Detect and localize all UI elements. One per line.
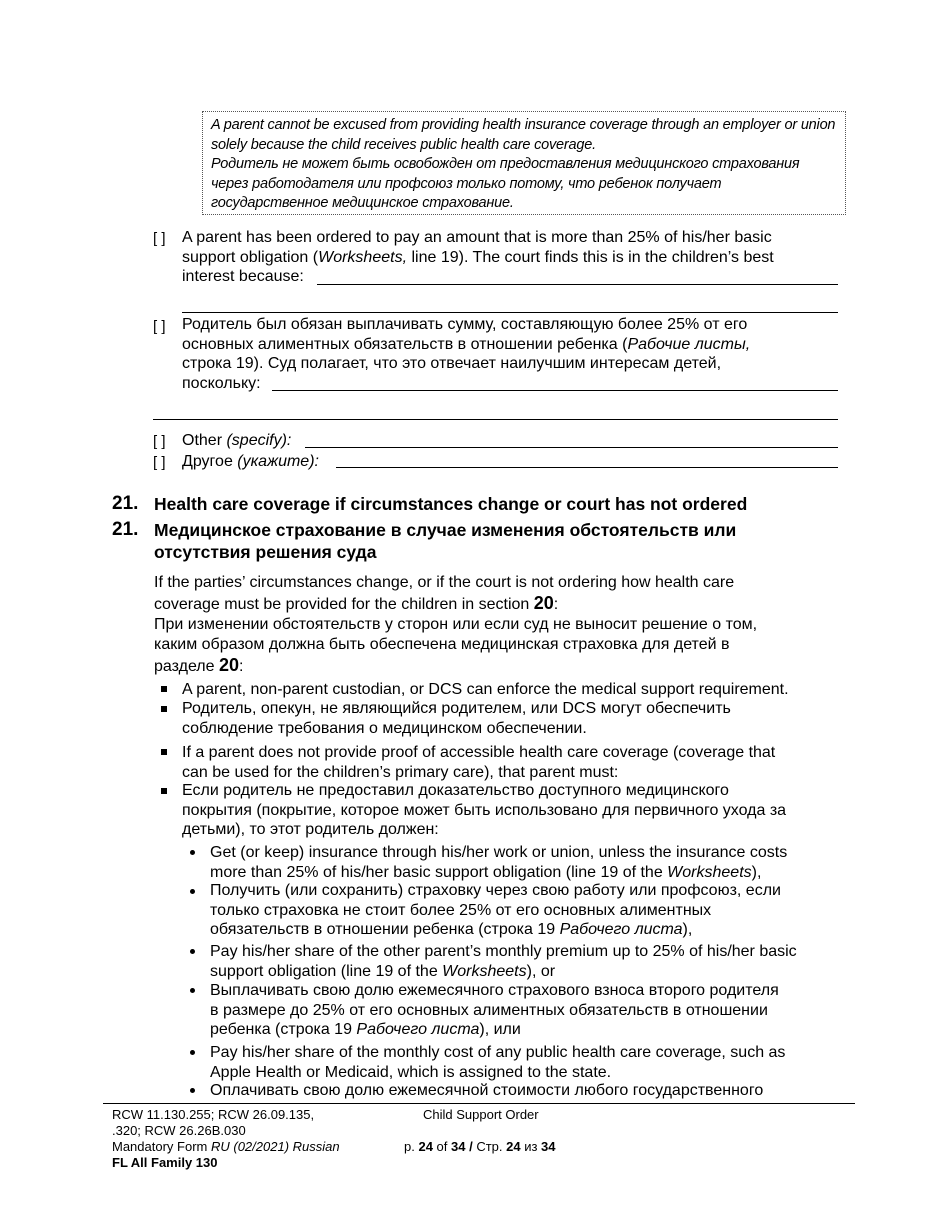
bullet-dot <box>190 850 195 855</box>
opt1-russian: Родитель был обязан выплачивать сумму, составляющую более 25% от его основных алиментных обязательств в отношении ребенка (Рабочие листы, строка 19). Суд полагает, что это отвечает наилучшим интересам детей, поскольку: <box>182 316 751 392</box>
sub2-english: Pay his/her share of the other parent’s monthly premium up to 25% of his/her basic support obligation (line 19 of the Worksheets), or <box>210 943 797 980</box>
other-specify-line-ru[interactable] <box>336 467 838 468</box>
section-number-en: 21. <box>112 493 139 514</box>
sub2-russian: Выплачивать свою долю ежемесячного страхового взноса второго родителя в размере до 25% от его основных алиментных обязательств в отношении ребенка (строка 19 Рабочего листа), или <box>210 982 779 1038</box>
note-box <box>202 111 846 215</box>
checkbox-other-ru[interactable]: [ ] <box>153 454 166 471</box>
section-intro: If the parties’ circumstances change, or if the court is not ordering how health care coverage must be provided for the children in section 20: При изменении обстоятельств у сторон или если суд не выносит решение о том, каким образом должна быть обеспечена медицинская страховка для детей в разделе 20: <box>154 574 758 675</box>
bullet2-russian: Если родитель не предоставил доказательство доступного медицинского покрытия (покрытие, которое может быть использовано для первичного ухода за детьми), то этот родитель должен: <box>182 782 787 838</box>
section-number-ru: 21. <box>112 519 139 540</box>
checkbox-opt1-en[interactable]: [ ] <box>153 230 166 247</box>
note-russian: Родитель не может быть освобожден от предоставления медицинского страхования через работодателя или профсоюз только потому, что ребенок получает государственное медицинское страхование. <box>211 156 800 211</box>
bullet1-russian: Родитель, опекун, не являющийся родителем, или DCS могут обеспечить соблюдение требования о медицинском обеспечении. <box>182 700 731 737</box>
bullet-dot <box>190 1050 195 1055</box>
sub3-russian: Оплачивать свою долю ежемесячной стоимости любого государственного <box>210 1082 764 1099</box>
bullet-square <box>161 706 167 712</box>
other-english-label: Other (specify): <box>182 432 292 449</box>
bullet-dot <box>190 988 195 993</box>
other-specify-line-en[interactable] <box>305 447 838 448</box>
reason-line-en-2[interactable] <box>182 312 838 313</box>
footer-page-number: p. 24 of 34 / Стр. 24 из 34 <box>404 1139 556 1154</box>
reason-line-en-1[interactable] <box>317 284 838 285</box>
sub3-english: Pay his/her share of the monthly cost of any public health care coverage, such as Apple Health or Medicaid, which is assigned to the state. <box>210 1044 786 1081</box>
checkbox-other-en[interactable]: [ ] <box>153 433 166 450</box>
bullet2-english: If a parent does not provide proof of accessible health care coverage (coverage that can be used for the children’s primary care), that parent must: <box>182 744 776 781</box>
reason-line-ru-2[interactable] <box>153 419 838 420</box>
footer-divider <box>103 1103 855 1104</box>
footer-left: RCW 11.130.255; RCW 26.09.135, .320; RCW 26.26B.030 Mandatory Form RU (02/2021) Russian FL All Family 130 <box>112 1107 340 1170</box>
bullet1-english: A parent, non-parent custodian, or DCS can enforce the medical support requirement. <box>182 681 789 698</box>
other-russian-label: Другое (укажите): <box>182 453 319 470</box>
bullet-dot <box>190 949 195 954</box>
bullet-square <box>161 686 167 692</box>
sub1-russian: Получить (или сохранить) страховку через свою работу или профсоюз, если только страховка не стоит более 25% от его основных алиментных обязательств в отношении ребенка (строка 19 Рабочего листа), <box>210 882 781 938</box>
section-title-ru: Медицинское страхование в случае изменения обстоятельств или отсутствия решения суда <box>154 520 737 562</box>
reason-line-ru-1[interactable] <box>272 390 838 391</box>
section-title-en: Health care coverage if circumstances change or court has not ordered <box>154 494 748 514</box>
bullet-square <box>161 749 167 755</box>
bullet-dot <box>190 1088 195 1093</box>
sub1-english: Get (or keep) insurance through his/her work or union, unless the insurance costs more than 25% of his/her basic support obligation (line 19 of the Worksheets), <box>210 844 788 881</box>
bullet-square <box>161 788 167 794</box>
opt1-english: A parent has been ordered to pay an amount that is more than 25% of his/her basic support obligation (Worksheets, line 19). The court finds this is in the children’s best interest because: <box>182 229 774 285</box>
footer-doc-title: Child Support Order <box>423 1107 539 1122</box>
note-english: A parent cannot be excused from providing health insurance coverage through an employer or union solely because the child receives public health care coverage. <box>211 117 836 153</box>
checkbox-opt1-ru[interactable]: [ ] <box>153 318 166 335</box>
bullet-dot <box>190 889 195 894</box>
